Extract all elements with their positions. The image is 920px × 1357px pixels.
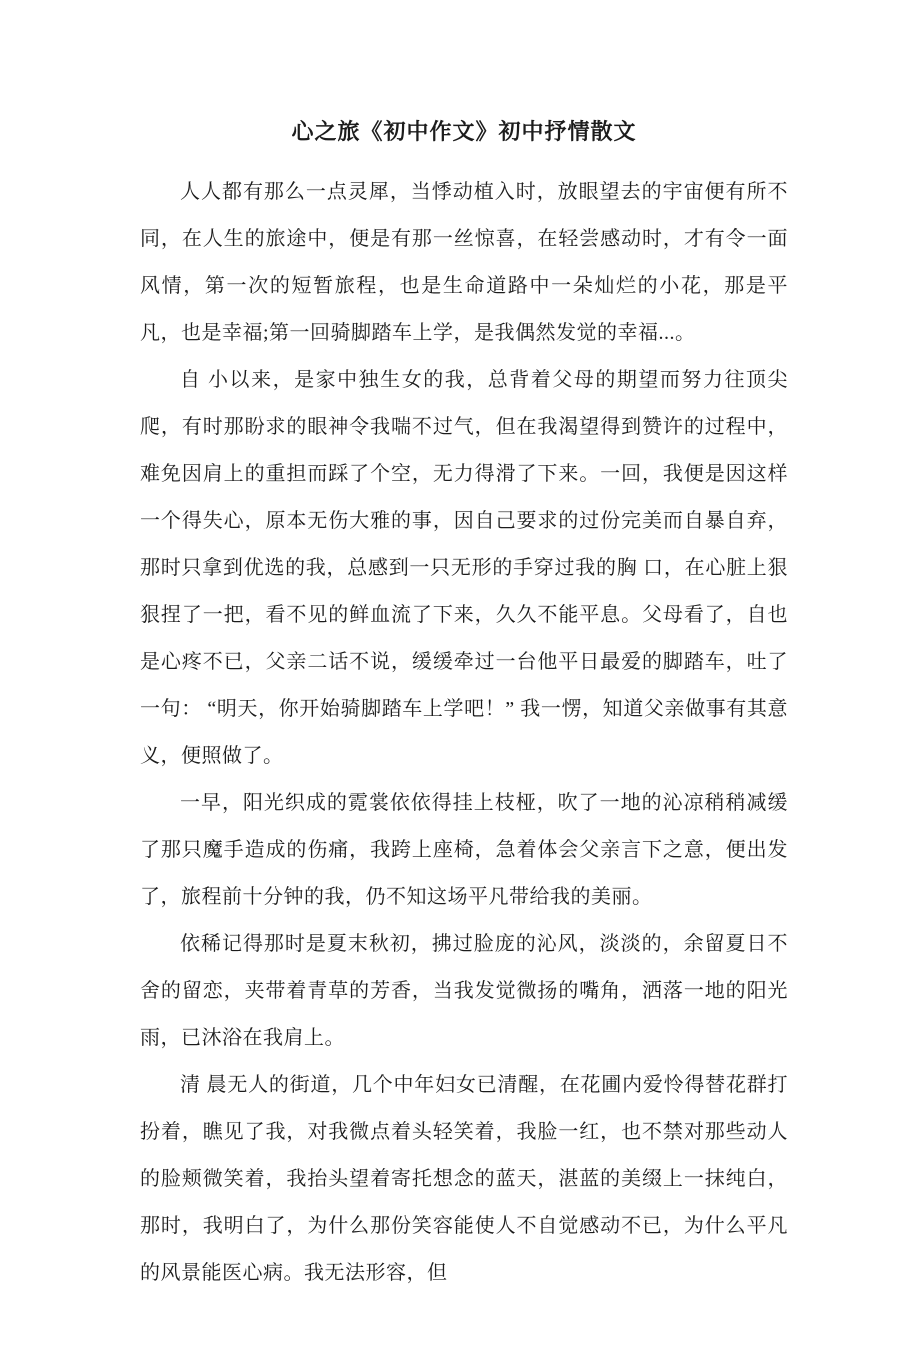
- paragraph-2: 自 小以来，是家中独生女的我，总背着父母的期望而努力往顶尖爬，有时那盼求的眼神令我喘不过气，但在我渴望得到赞许的过程中，难免因肩上的重担而踩了个空，无力得滑了下来。一回，我便是因这样一个得失心，原本无伤大雅的事，因自己要求的过份完美而自暴自弃，那时只拿到优选的我，总感到一只无形的手穿过我的胸 口，在心脏上狠狠捏了一把，看不见的鲜血流了下来，久久不能平息。父母看了，自也是心疼不已，父亲二话不说，缓缓牵过一台他平日最爱的脚踏车，吐了一句： “明天，你开始骑脚踏车上学吧！” 我一愣，知道父亲做事有其意义，便照做了。: [140, 369, 788, 767]
- paragraph-3: 一早，阳光织成的霓裳依依得挂上枝桠，吹了一地的沁凉稍稍减缓了那只魔手造成的伤痛，我跨上座椅，急着体会父亲言下之意，便出发了，旅程前十分钟的我，仍不知这场平凡带给我的美丽。: [140, 792, 788, 908]
- paragraph-5: 清 晨无人的街道，几个中年妇女已清醒，在花圃内爱怜得替花群打扮着，瞧见了我，对我微点着头轻笑着，我脸一红，也不禁对那些动人的脸颊微笑着，我抬头望着寄托想念的蓝天，湛蓝的美缀上一抹纯白，那时，我明白了，为什么那份笑容能使人不自觉感动不已，为什么平凡的风景能医心病。我无法形容，但: [140, 1074, 788, 1284]
- paragraph-4: 依稀记得那时是夏末秋初，拂过脸庞的沁风，淡淡的，余留夏日不舍的留恋，夹带着青草的芳香，当我发觉微扬的嘴角，洒落一地的阳光雨，已沐浴在我肩上。: [140, 933, 788, 1049]
- paragraph-1: 人人都有那么一点灵犀，当悸动植入时，放眼望去的宇宙便有所不同，在人生的旅途中，便是有那一丝惊喜，在轻尝感动时，才有令一面风情，第一次的短暂旅程，也是生命道路中一朵灿烂的小花，那是平凡，也是幸福;第一回骑脚踏车上学，是我偶然发觉的幸福...。: [140, 181, 788, 344]
- document-title: 心之旅《初中作文》初中抒情散文: [291, 119, 637, 144]
